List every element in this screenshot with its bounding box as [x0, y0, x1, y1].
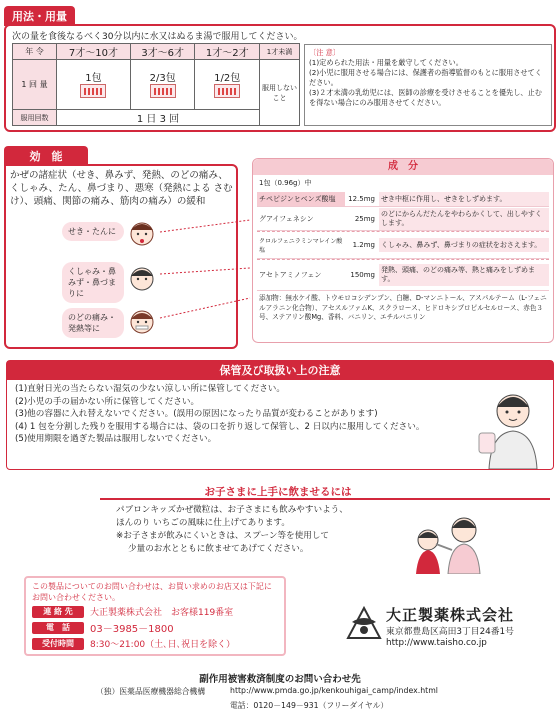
child-face-icon: [124, 304, 160, 340]
tips-text: [116, 504, 348, 556]
storage-list: [7, 380, 457, 449]
tips-line: ほんのり いちごの風味に仕上げてあります。: [116, 518, 290, 528]
tips-divider: [100, 498, 550, 500]
packet-icon: [80, 84, 106, 98]
age-cell: 1才未満: [260, 44, 300, 60]
dose-cell: 1包: [57, 60, 131, 110]
bubble-throat: のどの痛み・発熱等に: [62, 308, 124, 338]
eagle-logo-icon: [344, 604, 384, 646]
additives-text: 添加物：無水ケイ酸、トウモロコシデンプン、白糖、D-マンニトール、アスパルテーム（L-フェニルアラニン化合物）、アセスルファムK、スクラロース、ヒドロキシプロピルセルロース、赤色３号、ステアリン酸Mg、香料、バニリン、エチルバニリン: [259, 294, 547, 321]
usage-notes: [304, 44, 552, 126]
relief-phone: 電話：0120－149－931（フリーダイヤル）: [230, 701, 389, 710]
storage-frame: [6, 360, 554, 470]
contact-label: 連 絡 先: [32, 606, 84, 618]
contact-frame: [24, 576, 286, 656]
tips-title: お子さまに上手に飲ませるには: [204, 486, 352, 498]
composition-frame: [252, 158, 554, 343]
ingredient-row: グアイフェネシン 25mg のどにからんだたんをやわらかくして、出しやすくします。: [257, 207, 549, 231]
storage-item: (3)他の容器に入れ替えないでください。(誤用の原因になったり品質が変わることがあります): [15, 409, 378, 420]
storage-title: 保管及び取扱い上の注意: [7, 361, 553, 380]
storage-item: (1)直射日光の当たらない湿気の少ない涼しい所に保管してください。: [15, 384, 285, 394]
bubble-sneeze: くしゃみ・鼻みず・鼻づまりに: [62, 262, 124, 303]
packet-icon: [214, 84, 240, 98]
tips-line: ※お子さまが飲みにくいときは、スプーン等を使用して: [116, 531, 330, 541]
ingredient-row: アセトアミノフェン 150mg 発熱、頭痛、のどの痛み等、熱と痛みをしずめます。: [257, 259, 549, 291]
dose-cell: 服用しないこと: [260, 60, 300, 126]
dose-table: [12, 43, 300, 126]
child-face-icon: [124, 262, 160, 298]
contact-value: 大正製薬株式会社 お客様119番室: [90, 608, 234, 618]
note-item: (3)２才未満の乳幼児には、医師の診療を受けさせることを優先し、止むを得ない場合にのみ服用させてください。: [309, 88, 542, 107]
relief-title: 副作用被害救済制度のお問い合わせ先: [199, 674, 361, 685]
child-face-icon: [124, 218, 160, 254]
age-cell: 3才～6才: [130, 44, 195, 60]
usage-frame: [4, 24, 556, 132]
tips-line: 少量のお水とともに飲ませてあげてください。: [128, 544, 309, 554]
efficacy-tab: 効 能: [4, 146, 88, 166]
note-item: (1)定められた用法・用量を厳守してください。: [309, 58, 463, 67]
efficacy-text: かぜの諸症状（せき、鼻みず、発熱、のどの痛み、くしゃみ、たん、鼻づまり、悪寒（発熱による さむけ）、頭痛、関節の痛み、筋肉の痛み）の緩和: [10, 170, 233, 207]
dose-header: 1 回 量: [13, 60, 57, 110]
age-cell: 7才～10才: [57, 44, 131, 60]
relief-org: （独）医薬品医療機器総合機構: [96, 687, 206, 696]
dose-cell: 2/3包: [130, 60, 195, 110]
composition-tab: 成 分: [253, 159, 553, 175]
freq-header: 服用回数: [13, 110, 57, 126]
dose-cell: 1/2包: [195, 60, 260, 110]
contact-phone: 03－3985－1800: [90, 624, 174, 635]
tips-line: パブロンキッズかぜ微粒は、お子さまにも飲みやすいよう、: [116, 505, 348, 515]
company-url[interactable]: http://www.taisho.co.jp: [386, 638, 487, 648]
ingredient-row: クロルフェニラミンマレイン酸塩 1.2mg くしゃみ、鼻みず、鼻づまりの症状をおさえます。: [257, 231, 549, 259]
packet-icon: [150, 84, 176, 98]
composition-per: 1包（0.96g）中: [259, 179, 312, 187]
contact-label: 電 話: [32, 622, 84, 634]
age-cell: 1才～2才: [195, 44, 260, 60]
usage-tab: 用法・用量: [4, 6, 75, 26]
contact-label: 受付時間: [32, 638, 84, 650]
notes-title: 〔注 意〕: [309, 48, 341, 57]
age-header: 年 令: [13, 44, 57, 60]
storage-item: (2)小児の手の届かない所に保管してください。: [15, 396, 200, 407]
nurse-illustration: [475, 383, 551, 471]
company-name: 大正製薬株式会社: [386, 606, 515, 624]
note-item: (2)小児に服用させる場合には、保護者の指導監督のもとに服用させてください。: [309, 68, 542, 87]
bubble-cough: せき・たんに: [62, 222, 124, 241]
ingredient-row: チペピジンヒベンズ酸塩 12.5mg せき中枢に作用し、せきをしずめます。: [257, 191, 549, 207]
usage-intro: 次の量を食後なるべく30分以内に水又はぬるま湯で服用してください。: [12, 32, 303, 42]
contact-intro: この製品についてのお問い合わせは、お買い求めのお店又は下記にお問い合わせください。: [32, 582, 272, 602]
company-address: 東京都豊島区高田3丁目24番1号: [386, 627, 514, 637]
contact-hours: 8:30～21:00（土､日､祝日を除く）: [90, 640, 236, 650]
relief-url[interactable]: http://www.pmda.go.jp/kenkouhigai_camp/index.html: [230, 686, 438, 695]
storage-item: (4) 1 包を分割した残りを服用する場合には、袋の口を折り返して保管し、2 日以内に服用してください。: [15, 421, 425, 432]
freq-cell: 1 日 3 回: [57, 110, 260, 126]
mother-child-illustration: [398, 510, 498, 576]
storage-item: (5)使用期限を過ぎた製品は服用しないでください。: [15, 434, 217, 445]
connector-lines: [158, 190, 252, 340]
